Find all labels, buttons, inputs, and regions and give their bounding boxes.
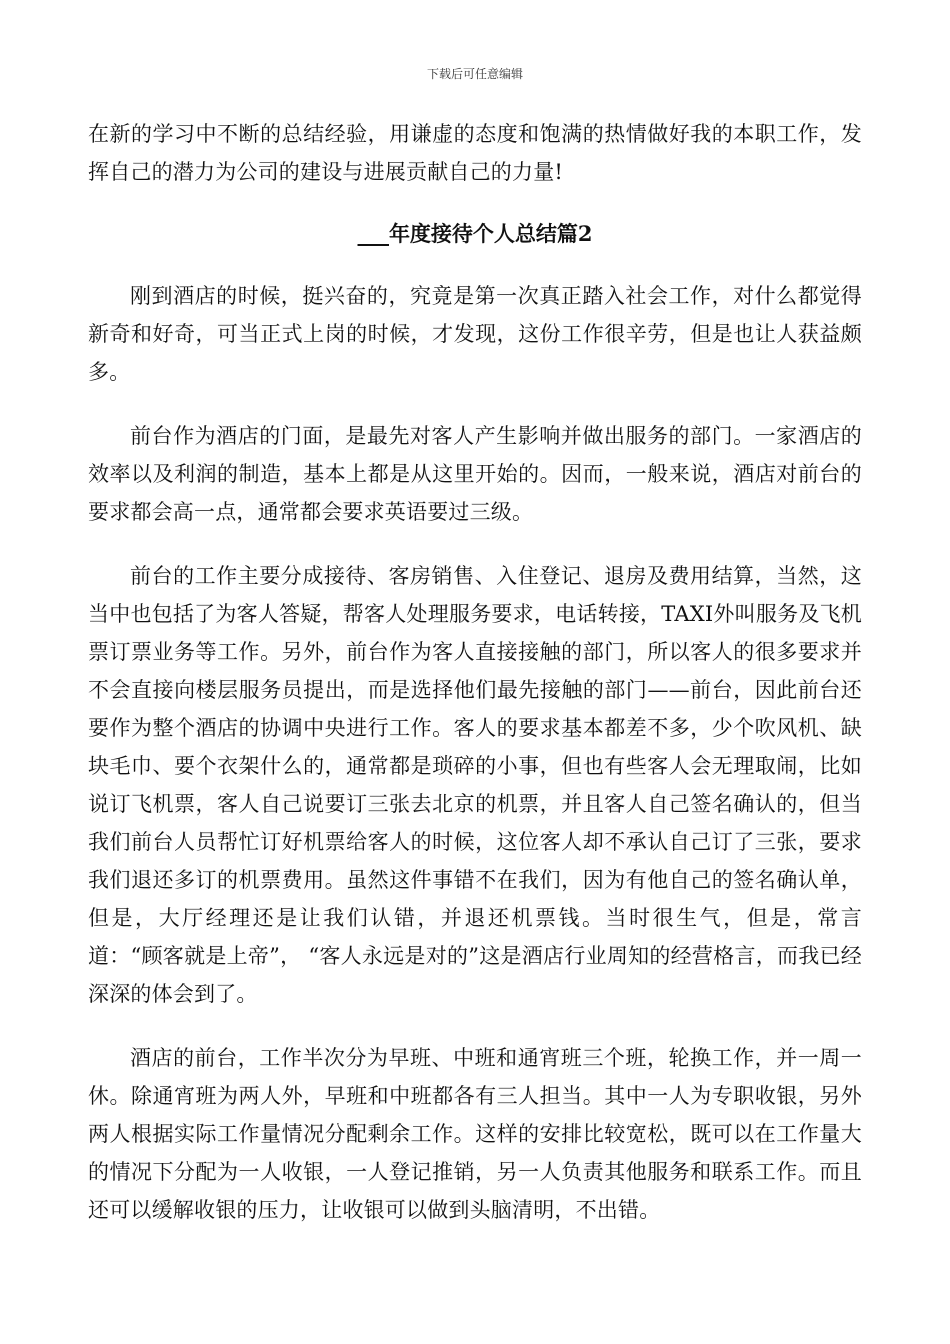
document-body xyxy=(88,115,862,1255)
intro-paragraph: 在新的学习中不断的总结经验，用谦虚的态度和饱满的热情做好我的本职工作，发挥自己的潜力为公司的建设与进展贡献自己的力量! xyxy=(88,122,862,184)
body-paragraph-4: 酒店的前台，工作半次分为早班、中班和通宵班三个班，轮换工作，并一周一休。除通宵班为两人外，早班和中班都各有三人担当。其中一人为专职收银，另外两人根据实际工作量情况分配剩余工作。这样的安排比较宽松，既可以在工作量大的情况下分配为一人收银，一人登记推销，另一人负责其他服务和联系工作。而且还可以缓解收银的压力，让收银可以做到头脑清明，不出错。 xyxy=(88,1046,862,1222)
page-header xyxy=(0,66,950,82)
body-paragraph-3: 前台的工作主要分成接待、客房销售、入住登记、退房及费用结算，当然，这当中也包括了为客人答疑，帮客人处理服务要求，电话转接，TAXI外叫服务及飞机票订票业务等工作。另外，前台作为客人直接接触的部门，所以客人的很多要求并不会直接向楼层服务员提出，而是选择他们最先接触的部门——前台，因此前台还要作为整个酒店的协调中央进行工作。客人的要求基本都差不多，少个吹风机、缺块毛巾、要个衣架什么的，通常都是琐碎的小事，但也有些客人会无理取闹，比如说订飞机票，客人自己说要订三张去北京的机票，并且客人自己签名确认的，但当我们前台人员帮忙订好机票给客人的时候，这位客人却不承认自己订了三张，要求我们退还多订的机票费用。虽然这件事错不在我们，因为有他自己的签名确认单，但是，大厅经理还是让我们认错，并退还机票钱。当时很生气，但是，常言道：“顾客就是上帝”， “客人永远是对的”这是酒店行业周知的经营格言，而我已经深深的体会到了。 xyxy=(88,564,862,1006)
body-paragraph-1: 刚到酒店的时候，挺兴奋的，究竟是第一次真正踏入社会工作，对什么都觉得新奇和好奇，可当正式上岗的时候，才发现，这份工作很辛劳，但是也让人获益颇多。 xyxy=(88,284,862,384)
header-text: 下载后可任意编辑 xyxy=(426,67,523,81)
section-title: ___年度接待个人总结篇2 xyxy=(357,221,593,246)
body-paragraph-2: 前台作为酒店的门面，是最先对客人产生影响并做出服务的部门。一家酒店的效率以及利润的制造，基本上都是从这里开始的。因而，一般来说，酒店对前台的要求都会高一点，通常都会要求英语要过三级。 xyxy=(88,424,862,524)
